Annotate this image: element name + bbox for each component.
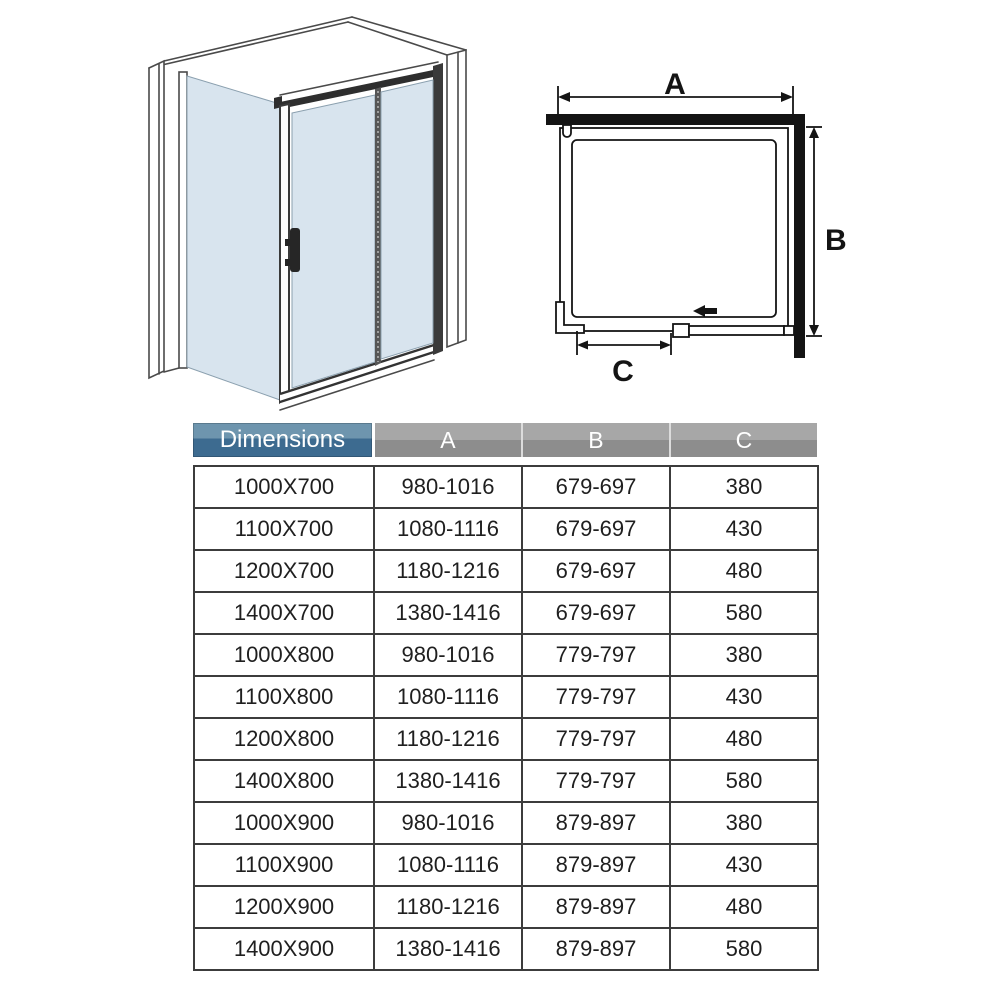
wall-profile-hook	[563, 125, 571, 137]
table-row	[194, 634, 818, 676]
table-cell: 480	[670, 550, 818, 592]
table-row	[194, 508, 818, 550]
table-row	[194, 592, 818, 634]
table-cell: 430	[670, 676, 818, 718]
dim-label-a: A	[664, 68, 686, 101]
table-cell: 480	[670, 718, 818, 760]
table-cell: 779-797	[522, 634, 670, 676]
dimension-b	[806, 127, 847, 336]
table-cell: 480	[670, 886, 818, 928]
table-cell: 580	[670, 760, 818, 802]
table-cell: 430	[670, 844, 818, 886]
table-cell: 679-697	[522, 550, 670, 592]
shower-tray-outline	[560, 128, 788, 331]
table-header-b: B	[521, 423, 669, 457]
table-cell: 1200X900	[194, 886, 374, 928]
dimensions-table	[193, 423, 817, 971]
table-row	[194, 718, 818, 760]
dimension-c	[577, 331, 671, 388]
table-row	[194, 844, 818, 886]
table-cell: 380	[670, 634, 818, 676]
table-cell: 1180-1216	[374, 550, 522, 592]
table-cell: 879-897	[522, 928, 670, 970]
table-cell: 1380-1416	[374, 592, 522, 634]
side-panel-bar	[794, 114, 805, 358]
right-wall	[447, 50, 466, 347]
table-cell: 779-797	[522, 760, 670, 802]
table-row	[194, 886, 818, 928]
table-cell: 1100X800	[194, 676, 374, 718]
table-header-a: A	[375, 423, 521, 457]
table-cell: 1400X800	[194, 760, 374, 802]
table-cell: 1380-1416	[374, 760, 522, 802]
dimensions-table-body	[193, 465, 819, 971]
table-header-row	[193, 423, 817, 457]
slide-direction-arrow	[693, 305, 717, 317]
dim-label-c: C	[612, 355, 634, 388]
table-row	[194, 928, 818, 970]
table-cell: 1100X900	[194, 844, 374, 886]
table-cell: 1080-1116	[374, 508, 522, 550]
table-cell: 879-897	[522, 802, 670, 844]
table-cell: 1000X800	[194, 634, 374, 676]
table-cell: 879-897	[522, 886, 670, 928]
table-cell: 980-1016	[374, 466, 522, 508]
table-cell: 779-797	[522, 676, 670, 718]
table-cell: 1400X700	[194, 592, 374, 634]
table-cell: 679-697	[522, 466, 670, 508]
back-wall-top-edges	[149, 17, 466, 68]
table-cell: 580	[670, 928, 818, 970]
left-wall	[149, 61, 179, 378]
top-view-dimension-diagram	[530, 50, 875, 410]
table-cell: 1200X800	[194, 718, 374, 760]
table-row	[194, 676, 818, 718]
side-glass-panel	[179, 72, 280, 400]
table-cell: 1000X900	[194, 802, 374, 844]
wall-top-bar	[546, 114, 794, 125]
table-cell: 879-897	[522, 844, 670, 886]
table-cell: 1200X700	[194, 550, 374, 592]
table-row	[194, 550, 818, 592]
table-cell: 980-1016	[374, 634, 522, 676]
table-cell: 679-697	[522, 508, 670, 550]
table-cell: 1000X700	[194, 466, 374, 508]
table-cell: 980-1016	[374, 802, 522, 844]
table-cell: 1080-1116	[374, 676, 522, 718]
dim-label-b: B	[825, 224, 847, 257]
door-glass-panels	[292, 80, 433, 388]
table-row	[194, 760, 818, 802]
table-cell: 580	[670, 592, 818, 634]
table-cell: 1100X700	[194, 508, 374, 550]
table-header-c: C	[669, 423, 817, 457]
table-cell: 1080-1116	[374, 844, 522, 886]
table-row	[194, 802, 818, 844]
dimension-a	[558, 68, 793, 114]
table-cell: 380	[670, 802, 818, 844]
table-row	[194, 466, 818, 508]
table-cell: 1180-1216	[374, 718, 522, 760]
table-cell: 1180-1216	[374, 886, 522, 928]
table-cell: 779-797	[522, 718, 670, 760]
enclosure-isometric-diagram	[130, 10, 500, 420]
table-header-dimensions: Dimensions	[193, 423, 372, 457]
table-cell: 679-697	[522, 592, 670, 634]
table-cell: 1400X900	[194, 928, 374, 970]
sliding-door-top-view	[673, 324, 794, 337]
table-cell: 1380-1416	[374, 928, 522, 970]
table-cell: 380	[670, 466, 818, 508]
table-cell: 430	[670, 508, 818, 550]
